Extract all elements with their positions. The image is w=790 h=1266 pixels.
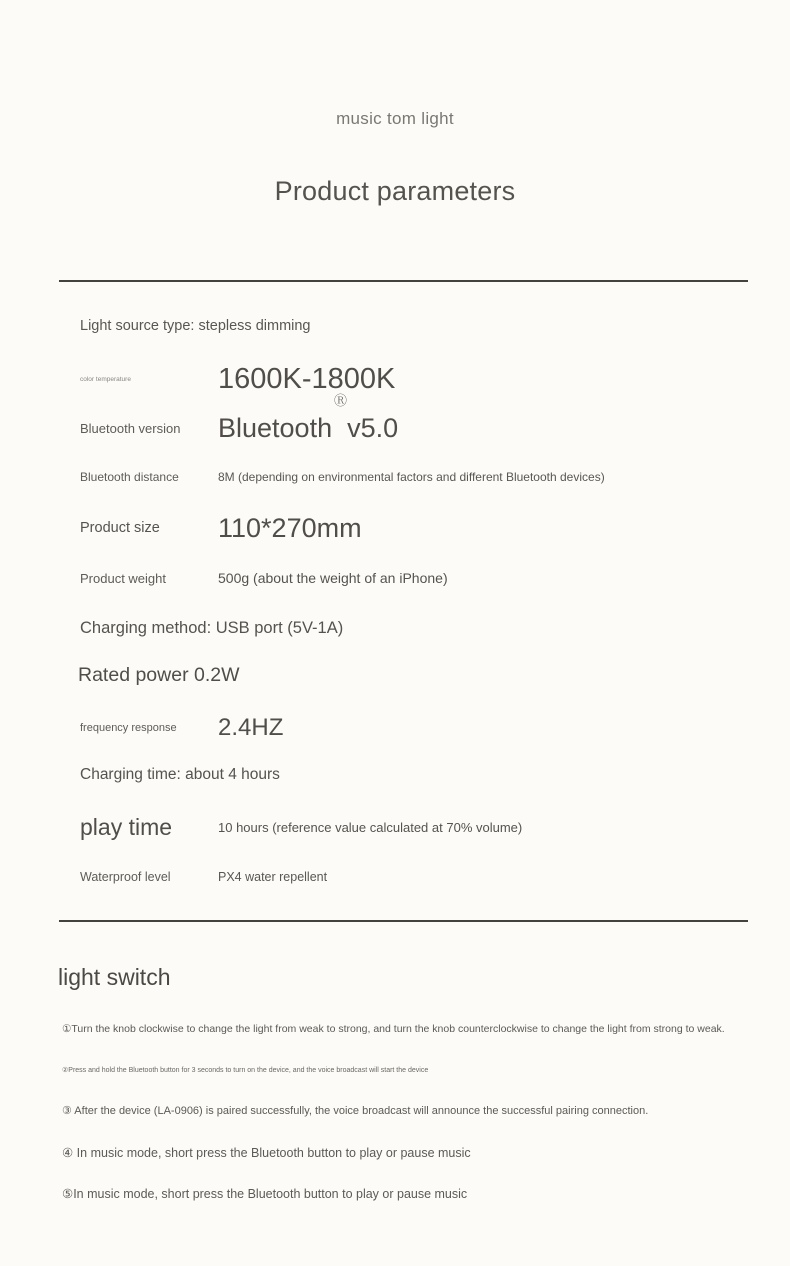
registered-trademark-icon: Ⓡ [334, 393, 348, 408]
spec-light-source: Light source type: stepless dimming [80, 318, 311, 334]
spec-value: Bluetooth v5.0 [218, 412, 399, 443]
divider-top [59, 280, 748, 282]
brand-title: music tom light [336, 109, 454, 128]
spec-value: 1600K-1800K [218, 362, 396, 395]
spec-value: 2.4HZ [218, 714, 284, 741]
spec-row-frequency-response [80, 706, 750, 750]
instruction-item-4: ④ In music mode, short press the Bluetooth button to play or pause music [62, 1146, 471, 1160]
page-title: Product parameters [274, 176, 516, 206]
spec-row-bluetooth-version [80, 406, 750, 450]
spec-label: Bluetooth distance [80, 470, 179, 484]
light-switch-heading: light switch [58, 964, 171, 990]
spec-label: Product weight [80, 570, 166, 586]
spec-value: 10 hours (reference value calculated at 70% volume) [218, 819, 523, 835]
spec-label: color temperature [80, 375, 131, 383]
spec-label: Bluetooth version [80, 420, 181, 436]
spec-label: frequency response [80, 722, 177, 734]
spec-value: PX4 water repellent [218, 870, 328, 884]
spec-row-play-time [80, 805, 750, 849]
spec-charging-method: Charging method: USB port (5V-1A) [80, 619, 344, 637]
spec-label: Product size [80, 520, 160, 536]
spec-value: 500g (about the weight of an iPhone) [218, 570, 448, 586]
spec-value: 8M (depending on environmental factors and different Bluetooth devices) [218, 470, 605, 484]
instruction-item-2: ②Press and hold the Bluetooth button for 3 seconds to turn on the device, and the voice broadcast will start the device [62, 1067, 429, 1074]
instruction-item-5: ⑤In music mode, short press the Bluetooth button to play or pause music [62, 1187, 468, 1201]
spec-label: Waterproof level [80, 870, 171, 884]
spec-row-product-size [80, 506, 750, 550]
spec-label: play time [80, 813, 173, 840]
instruction-item-1: ①Turn the knob clockwise to change the light from weak to strong, and turn the knob counterclockwise to change the light from strong to weak. [62, 1023, 725, 1035]
spec-row-color-temperature [80, 357, 750, 401]
spec-row-product-weight [80, 562, 750, 594]
spec-value: 110*270mm [218, 512, 362, 543]
spec-charging-time: Charging time: about 4 hours [80, 766, 280, 783]
divider-bottom [59, 920, 748, 922]
spec-rated-power: Rated power 0.2W [78, 664, 240, 686]
spec-row-bluetooth-distance [80, 461, 750, 493]
instruction-item-3: ③ After the device (LA-0906) is paired successfully, the voice broadcast will announce the successful pairing connection. [62, 1105, 649, 1117]
spec-row-waterproof-level [80, 861, 750, 893]
